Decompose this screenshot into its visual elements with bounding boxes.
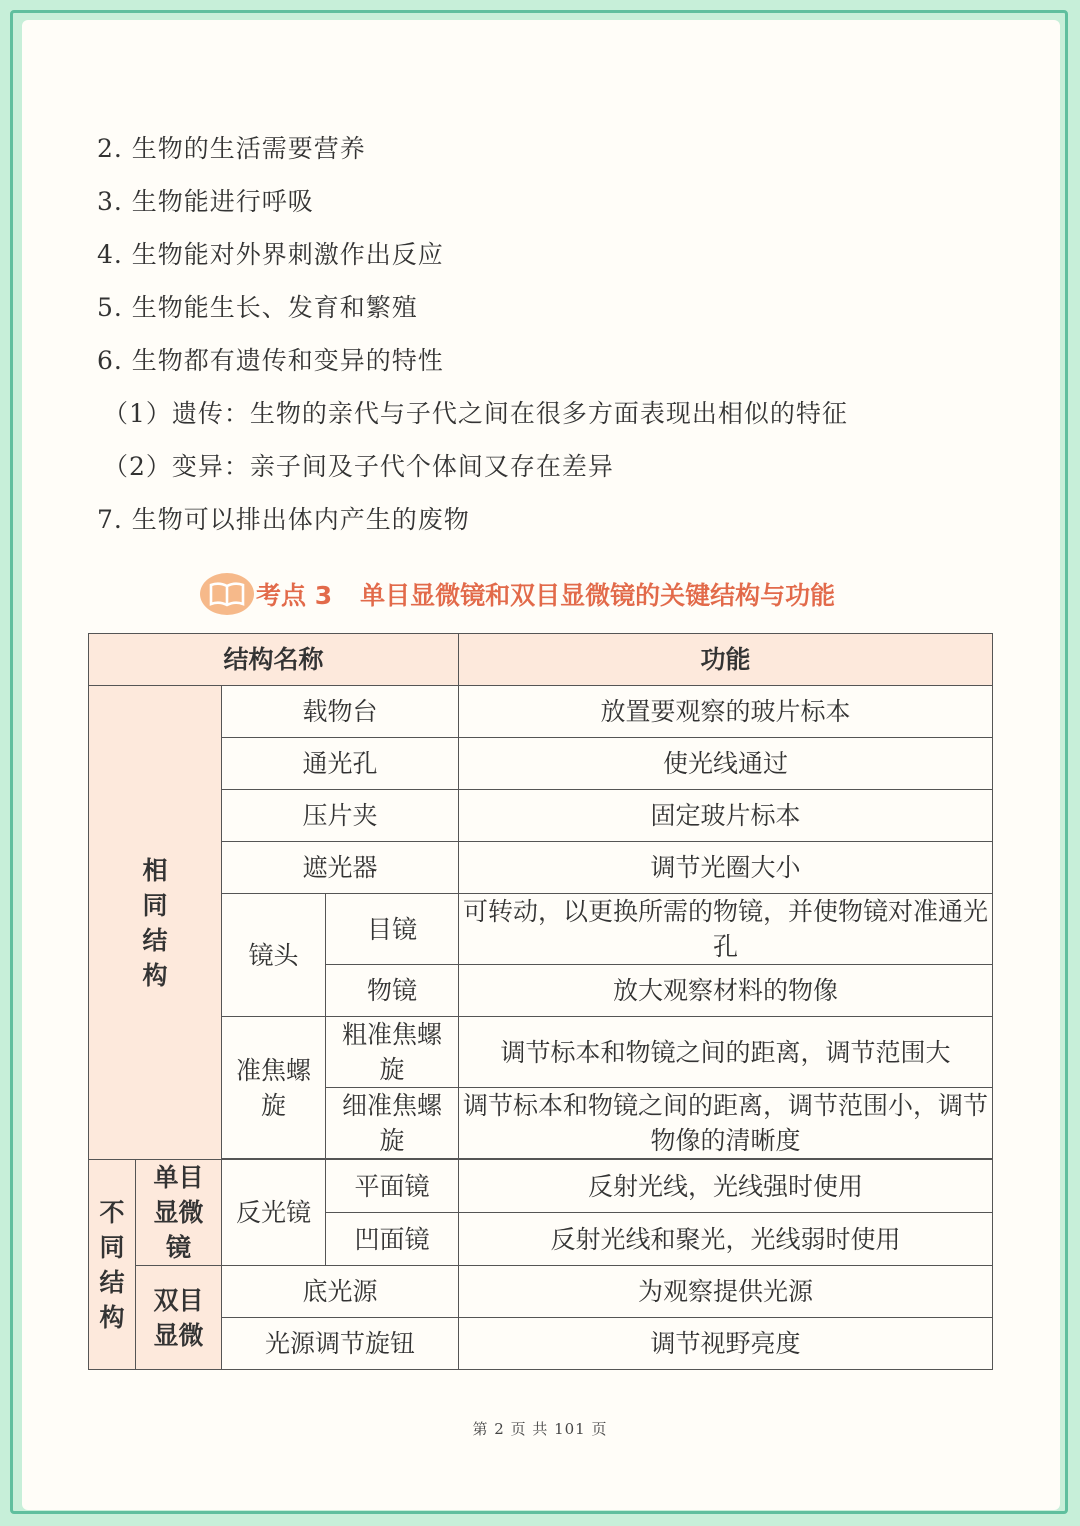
- row-function: 使光线通过: [459, 738, 993, 790]
- group-lens: 镜头: [222, 894, 326, 1017]
- list-item: （1）遗传：生物的亲代与子代之间在很多方面表现出相似的特征: [103, 399, 848, 428]
- table-row: [89, 1318, 993, 1370]
- row-name: 底光源: [222, 1266, 459, 1318]
- list-item: 5. 生物能生长、发育和繁殖: [97, 293, 418, 322]
- table-row: [89, 1266, 993, 1318]
- list-item: 7. 生物可以排出体内产生的废物: [97, 505, 470, 534]
- group-focus: 准焦螺 旋: [222, 1017, 326, 1159]
- row-name: 载物台: [222, 686, 459, 738]
- row-function: 可转动，以更换所需的物镜，并使物镜对准通光孔: [459, 894, 993, 965]
- group-same-structure: 相 同 结 构: [89, 686, 222, 1160]
- section-label: 考点 3: [256, 581, 333, 610]
- bino-microscope: 双目 显微: [136, 1266, 222, 1370]
- row-function: 为观察提供光源: [459, 1266, 993, 1318]
- row-name: 遮光器: [222, 842, 459, 894]
- row-name: 通光孔: [222, 738, 459, 790]
- group-mirror: 反光镜: [222, 1160, 326, 1266]
- table-row: [89, 1160, 993, 1213]
- table-row: [89, 842, 993, 894]
- table-header-row: [89, 634, 993, 686]
- row-name: 平面镜: [326, 1160, 459, 1213]
- table-row: [89, 790, 993, 842]
- open-book-icon: [200, 573, 254, 615]
- mono-microscope: 单目 显微 镜: [136, 1160, 222, 1266]
- list-item: （2）变异：亲子间及子代个体间又存在差异: [103, 452, 614, 481]
- header-structure: 结构名称: [89, 634, 459, 686]
- table-row: [89, 1017, 993, 1088]
- row-function: 调节标本和物镜之间的距离，调节范围小，调节物像的清晰度: [459, 1088, 993, 1159]
- row-function: 调节视野亮度: [459, 1318, 993, 1370]
- header-function: 功能: [459, 634, 993, 686]
- list-item: 3. 生物能进行呼吸: [97, 187, 314, 216]
- row-function: 反射光线和聚光，光线弱时使用: [459, 1213, 993, 1266]
- row-name: 目镜: [326, 894, 459, 965]
- row-function: 放置要观察的玻片标本: [459, 686, 993, 738]
- list-item: 4. 生物能对外界刺激作出反应: [97, 240, 444, 269]
- list-item: 2. 生物的生活需要营养: [97, 134, 366, 163]
- table-row: [89, 894, 993, 965]
- row-function: 调节光圈大小: [459, 842, 993, 894]
- list-item: 6. 生物都有遗传和变异的特性: [97, 346, 444, 375]
- page-number: 第 2 页 共 101 页: [472, 1420, 608, 1438]
- row-name: 光源调节旋钮: [222, 1318, 459, 1370]
- table-row: [89, 738, 993, 790]
- section-heading: [200, 568, 920, 620]
- row-function: 调节标本和物镜之间的距离，调节范围大: [459, 1017, 993, 1088]
- row-name: 压片夹: [222, 790, 459, 842]
- row-function: 反射光线，光线强时使用: [459, 1160, 993, 1213]
- row-name: 物镜: [326, 965, 459, 1017]
- row-function: 固定玻片标本: [459, 790, 993, 842]
- row-name: 细准焦螺 旋: [326, 1088, 459, 1159]
- row-name: 凹面镜: [326, 1213, 459, 1266]
- row-name: 粗准焦螺 旋: [326, 1017, 459, 1088]
- point-list: [97, 128, 997, 552]
- group-diff-structure: 不 同 结 构: [89, 1160, 136, 1370]
- structure-table: [88, 633, 993, 1370]
- row-function: 放大观察材料的物像: [459, 965, 993, 1017]
- section-title: 单目显微镜和双目显微镜的关键结构与功能: [360, 581, 836, 610]
- table-row: [89, 686, 993, 738]
